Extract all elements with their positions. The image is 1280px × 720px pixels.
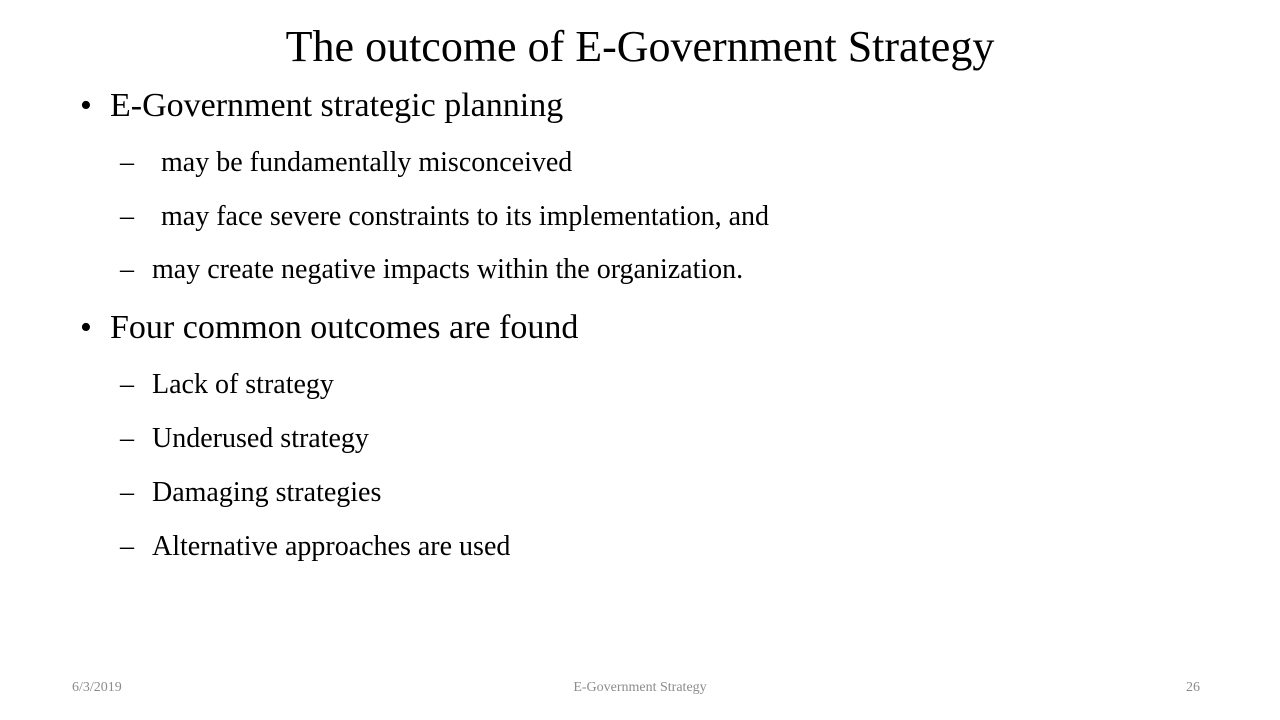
- sub-bullet-item: [120, 146, 572, 180]
- dash-icon: –: [120, 423, 134, 454]
- bullet-item: [80, 308, 578, 348]
- bullet-text: Four common outcomes are found: [110, 309, 579, 346]
- footer-date: 6/3/2019: [72, 680, 122, 695]
- sub-bullet-item: [120, 368, 334, 402]
- bullet-item: [80, 86, 563, 126]
- bullet-icon: •: [80, 309, 92, 346]
- sub-bullet-item: [120, 253, 743, 287]
- dash-icon: –: [120, 201, 134, 232]
- footer-title: E-Government Strategy: [573, 680, 707, 695]
- sub-bullet-text: Alternative approaches are used: [152, 531, 511, 562]
- sub-bullet-item: [120, 476, 381, 510]
- sub-bullet-text: Damaging strategies: [152, 477, 382, 508]
- dash-icon: –: [120, 531, 134, 562]
- sub-bullet-text: may be fundamentally misconceived: [154, 147, 573, 178]
- bullet-icon: •: [80, 87, 92, 124]
- sub-bullet-text: may create negative impacts within the organization.: [152, 254, 744, 285]
- dash-icon: –: [120, 254, 134, 285]
- slide-number: 26: [1186, 680, 1200, 695]
- sub-bullet-text: may face severe constraints to its implementation, and: [154, 201, 770, 232]
- sub-bullet-item: [120, 530, 510, 564]
- sub-bullet-item: [120, 422, 369, 456]
- slide-title: The outcome of E-Government Strategy: [285, 22, 995, 71]
- dash-icon: –: [120, 147, 134, 178]
- dash-icon: –: [120, 369, 134, 400]
- bullet-text: E-Government strategic planning: [110, 87, 564, 124]
- dash-icon: –: [120, 477, 134, 508]
- sub-bullet-item: [120, 200, 769, 234]
- sub-bullet-text: Underused strategy: [152, 423, 369, 454]
- sub-bullet-text: Lack of strategy: [152, 369, 334, 400]
